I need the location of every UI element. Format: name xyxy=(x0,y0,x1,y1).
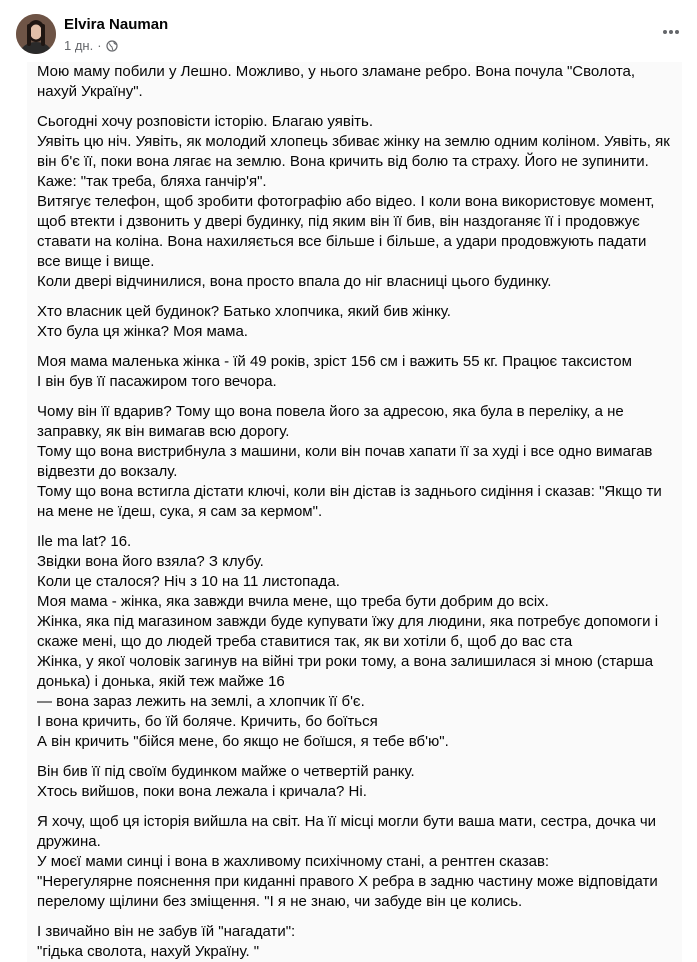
post-paragraph xyxy=(37,812,672,912)
post-text xyxy=(27,62,682,962)
post-text-line: Моя мама маленька жінка - їй 49 років, зріст 156 см і важить 55 кг. Працює таксистом xyxy=(37,353,632,370)
post-paragraph xyxy=(37,352,672,392)
more-dots-icon xyxy=(662,29,680,35)
post-text-line: Уявіть цю ніч. Уявіть, як молодий хлопець збиває жінку на землю одним коліном. Уявіть, як він б'є її, поки вона лягає на землю. Вона кричить від болю та страху. Його не зупинити. xyxy=(37,133,670,170)
post-text-line: Я хочу, щоб ця історія вийшла на світ. На її місці могли бути ваша мати, сестра, дочка чи дружина. xyxy=(37,813,657,850)
author-avatar[interactable] xyxy=(16,14,56,54)
more-options-button[interactable] xyxy=(659,20,683,44)
post-text-line: І звичайно він не забув їй "нагадати": xyxy=(37,923,296,940)
post-text-line: Каже: "так треба, бляха ганчір'я". xyxy=(37,173,267,190)
post-text-line: Жінка, у якої чоловік загинув на війні три роки тому, а вона залишилася зі мною (старша донька) і донька, якій теж майже 16 xyxy=(37,653,654,690)
post-paragraph xyxy=(37,302,672,342)
author-name[interactable]: Elvira Nauman xyxy=(64,16,169,33)
post-text-line: Хто власник цей будинок? Батько хлопчика, який бив жінку. xyxy=(37,303,451,320)
post-text-line: І вона кричить, бо їй боляче. Кричить, бо боїться xyxy=(37,713,378,730)
avatar-photo-icon xyxy=(16,14,56,54)
post-paragraph xyxy=(37,62,672,102)
post-text-line: Хтось вийшов, поки вона лежала і кричала? Ні. xyxy=(37,783,367,800)
post-text-line: "гідька сволота, нахуй Україну. " xyxy=(37,943,260,960)
post-text-line: Витягує телефон, щоб зробити фотографію або відео. І коли вона використовує момент, щоб втекти і дзвонить у двері будинку, під яким він її бив, він наздоганяє її і продовжує ставати на коліна. Вона нахиляється все більше і більше, а удари продовжують падати все вище і вище. xyxy=(37,193,655,270)
post-time[interactable]: 1 дн. xyxy=(64,38,94,53)
post-text-line: Жінка, яка під магазином завжди буде купувати їжу для людини, яка потребує допомоги і скаже мені, що до людей треба ставитися так, як ви хотіли б, щоб до вас ста xyxy=(37,613,659,650)
post-text-line: Звідки вона його взяла? З клубу. xyxy=(37,553,264,570)
post-text-line: — вона зараз лежить на землі, а хлопчик її б'є. xyxy=(37,693,365,710)
globe-icon xyxy=(106,40,118,52)
post-text-line: Ile ma lat? 16. xyxy=(37,533,132,550)
post-header xyxy=(0,0,697,60)
post-text-line: Чому він її вдарив? Тому що вона повела його за адресою, яка була в переліку, а не заправку, як він вимагав всю дорогу. xyxy=(37,403,624,440)
post-paragraph xyxy=(37,532,672,752)
post-text-line: Він бив її під своїм будинком майже о четвертій ранку. xyxy=(37,763,415,780)
post-text-line: Тому що вона встигла дістати ключі, коли він дістав із заднього сидіння і сказав: "Якщо ти на мене не їдеш, сука, я сам за кермом". xyxy=(37,483,662,520)
post-paragraph xyxy=(37,112,672,292)
post-text-line: Сьогодні хочу розповісти історію. Благаю уявіть. xyxy=(37,113,373,130)
post-paragraph xyxy=(37,762,672,802)
meta-separator: · xyxy=(97,38,102,53)
post-text-line: Коли двері відчинилися, вона просто впала до ніг власниці цього будинку. xyxy=(37,273,552,290)
post-text-line: Тому що вона вистрибнула з машини, коли він почав хапати її за худі і все одно вимагав відвезти до вокзалу. xyxy=(37,443,653,480)
post-text-line: Мою маму побили у Лешно. Можливо, у нього зламане ребро. Вона почула "Сволота, нахуй Україну". xyxy=(37,63,636,100)
post-text-line: У моєї мами синці і вона в жахливому психічному стані, а рентген сказав: xyxy=(37,853,550,870)
post-text-line: Хто була ця жінка? Моя мама. xyxy=(37,323,248,340)
post-text-line: "Нерегулярне пояснення при киданні правого X ребра в задню частину може відповідати перелому щілини без зміщення. "І я не знаю, чи забуде він це колись. xyxy=(37,873,658,910)
post-meta xyxy=(64,38,118,53)
post-paragraph xyxy=(37,402,672,522)
post-text-line: Коли це сталося? Ніч з 10 на 11 листопада. xyxy=(37,573,340,590)
post-text-line: І він був її пасажиром того вечора. xyxy=(37,373,277,390)
post-text-line: А він кричить "бійся мене, бо якщо не боїшся, я тебе вб'ю". xyxy=(37,733,449,750)
post-paragraph xyxy=(37,922,672,962)
post-text-line: Моя мама - жінка, яка завжди вчила мене, що треба бути добрим до всіх. xyxy=(37,593,549,610)
